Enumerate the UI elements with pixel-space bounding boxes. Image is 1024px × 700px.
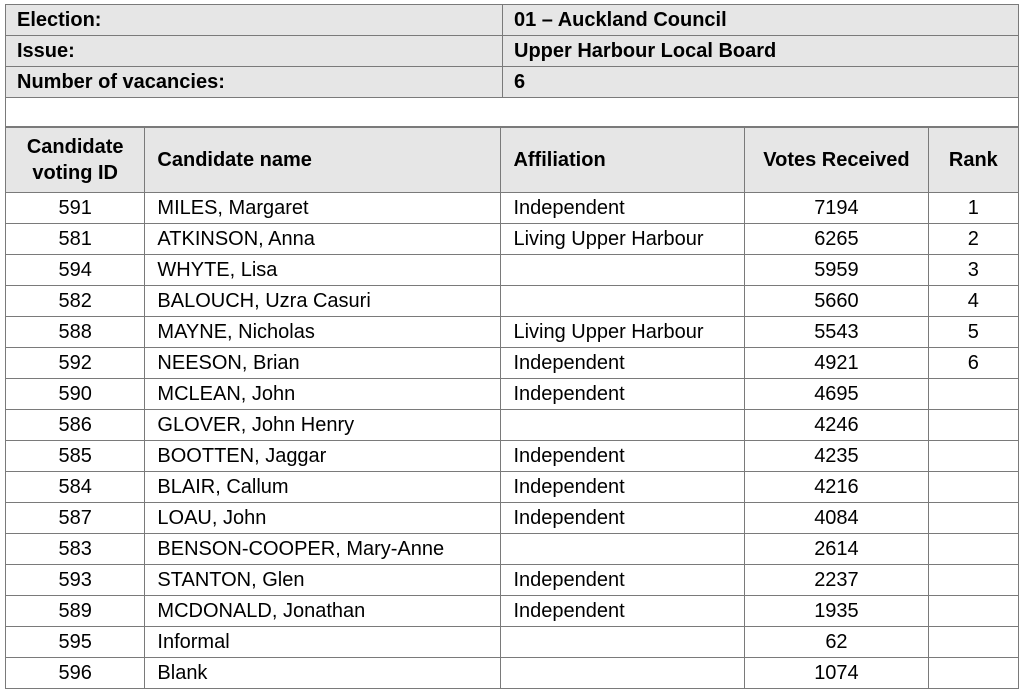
rank-cell [928, 503, 1018, 534]
votes-cell: 62 [745, 627, 929, 658]
table-row [6, 224, 1019, 255]
table-row [6, 627, 1019, 658]
col-header-id-text: Candidate voting ID [26, 136, 124, 184]
vacancies-value: 6 [503, 67, 1019, 98]
votes-cell: 7194 [745, 193, 929, 224]
col-header-votes: Votes Received [745, 128, 929, 193]
table-row [6, 255, 1019, 286]
candidate-name-cell: BENSON-COOPER, Mary-Anne [145, 534, 501, 565]
affiliation-cell: Independent [501, 193, 745, 224]
votes-cell: 2614 [745, 534, 929, 565]
candidate-name-cell: MAYNE, Nicholas [145, 317, 501, 348]
table-row [6, 317, 1019, 348]
candidate-name-cell: Informal [145, 627, 501, 658]
votes-cell: 2237 [745, 565, 929, 596]
table-row [6, 286, 1019, 317]
results-table [5, 127, 1019, 689]
candidate-id-cell: 593 [6, 565, 145, 596]
spacer-row [6, 98, 1019, 127]
candidate-id-cell: 589 [6, 596, 145, 627]
candidate-id-cell: 596 [6, 658, 145, 689]
votes-cell: 4235 [745, 441, 929, 472]
candidate-name-cell: MILES, Margaret [145, 193, 501, 224]
votes-cell: 1935 [745, 596, 929, 627]
candidate-name-cell: WHYTE, Lisa [145, 255, 501, 286]
rank-cell [928, 658, 1018, 689]
table-row [6, 658, 1019, 689]
affiliation-cell: Independent [501, 472, 745, 503]
col-header-affiliation: Affiliation [501, 128, 745, 193]
rank-cell [928, 565, 1018, 596]
candidate-name-cell: LOAU, John [145, 503, 501, 534]
votes-cell: 4921 [745, 348, 929, 379]
candidate-id-cell: 581 [6, 224, 145, 255]
affiliation-cell: Independent [501, 503, 745, 534]
candidate-id-cell: 592 [6, 348, 145, 379]
candidate-name-cell: BALOUCH, Uzra Casuri [145, 286, 501, 317]
election-label: Election: [6, 5, 503, 36]
candidate-name-cell: BLAIR, Callum [145, 472, 501, 503]
rank-cell: 1 [928, 193, 1018, 224]
candidate-name-cell: MCDONALD, Jonathan [145, 596, 501, 627]
votes-cell: 5660 [745, 286, 929, 317]
election-info-table [5, 4, 1019, 127]
affiliation-cell: Living Upper Harbour [501, 317, 745, 348]
affiliation-cell: Independent [501, 379, 745, 410]
affiliation-cell: Living Upper Harbour [501, 224, 745, 255]
rank-cell: 2 [928, 224, 1018, 255]
table-row [6, 503, 1019, 534]
affiliation-cell [501, 410, 745, 441]
votes-cell: 1074 [745, 658, 929, 689]
affiliation-cell [501, 255, 745, 286]
candidate-id-cell: 590 [6, 379, 145, 410]
candidate-name-cell: STANTON, Glen [145, 565, 501, 596]
table-row [6, 441, 1019, 472]
affiliation-cell: Independent [501, 348, 745, 379]
rank-cell: 6 [928, 348, 1018, 379]
election-row [6, 5, 1019, 36]
table-row [6, 379, 1019, 410]
affiliation-cell [501, 627, 745, 658]
votes-cell: 4216 [745, 472, 929, 503]
table-row [6, 348, 1019, 379]
issue-label: Issue: [6, 36, 503, 67]
table-row [6, 410, 1019, 441]
election-value: 01 – Auckland Council [503, 5, 1019, 36]
vacancies-row [6, 67, 1019, 98]
votes-cell: 4084 [745, 503, 929, 534]
rank-cell: 3 [928, 255, 1018, 286]
results-body [6, 193, 1019, 689]
candidate-id-cell: 582 [6, 286, 145, 317]
rank-cell [928, 410, 1018, 441]
rank-cell: 4 [928, 286, 1018, 317]
candidate-name-cell: Blank [145, 658, 501, 689]
rank-cell [928, 472, 1018, 503]
candidate-id-cell: 591 [6, 193, 145, 224]
candidate-name-cell: BOOTTEN, Jaggar [145, 441, 501, 472]
vacancies-label: Number of vacancies: [6, 67, 503, 98]
affiliation-cell [501, 658, 745, 689]
rank-cell [928, 627, 1018, 658]
votes-cell: 4695 [745, 379, 929, 410]
table-row [6, 565, 1019, 596]
affiliation-cell [501, 534, 745, 565]
issue-row [6, 36, 1019, 67]
col-header-name: Candidate name [145, 128, 501, 193]
rank-cell [928, 534, 1018, 565]
candidate-id-cell: 586 [6, 410, 145, 441]
results-document [5, 4, 1019, 689]
issue-value: Upper Harbour Local Board [503, 36, 1019, 67]
table-row [6, 596, 1019, 627]
col-header-rank: Rank [928, 128, 1018, 193]
candidate-id-cell: 595 [6, 627, 145, 658]
votes-cell: 6265 [745, 224, 929, 255]
rank-cell [928, 379, 1018, 410]
candidate-id-cell: 594 [6, 255, 145, 286]
table-row [6, 193, 1019, 224]
affiliation-cell [501, 286, 745, 317]
affiliation-cell: Independent [501, 596, 745, 627]
col-header-id [6, 128, 145, 193]
candidate-id-cell: 585 [6, 441, 145, 472]
candidate-name-cell: MCLEAN, John [145, 379, 501, 410]
votes-cell: 5543 [745, 317, 929, 348]
candidate-name-cell: GLOVER, John Henry [145, 410, 501, 441]
table-row [6, 472, 1019, 503]
candidate-id-cell: 583 [6, 534, 145, 565]
candidate-id-cell: 588 [6, 317, 145, 348]
spacer-cell [6, 98, 1019, 127]
votes-cell: 4246 [745, 410, 929, 441]
candidate-name-cell: NEESON, Brian [145, 348, 501, 379]
affiliation-cell: Independent [501, 441, 745, 472]
candidate-id-cell: 584 [6, 472, 145, 503]
rank-cell [928, 596, 1018, 627]
rank-cell: 5 [928, 317, 1018, 348]
candidate-name-cell: ATKINSON, Anna [145, 224, 501, 255]
votes-cell: 5959 [745, 255, 929, 286]
rank-cell [928, 441, 1018, 472]
affiliation-cell: Independent [501, 565, 745, 596]
table-header-row [6, 128, 1019, 193]
candidate-id-cell: 587 [6, 503, 145, 534]
table-row [6, 534, 1019, 565]
